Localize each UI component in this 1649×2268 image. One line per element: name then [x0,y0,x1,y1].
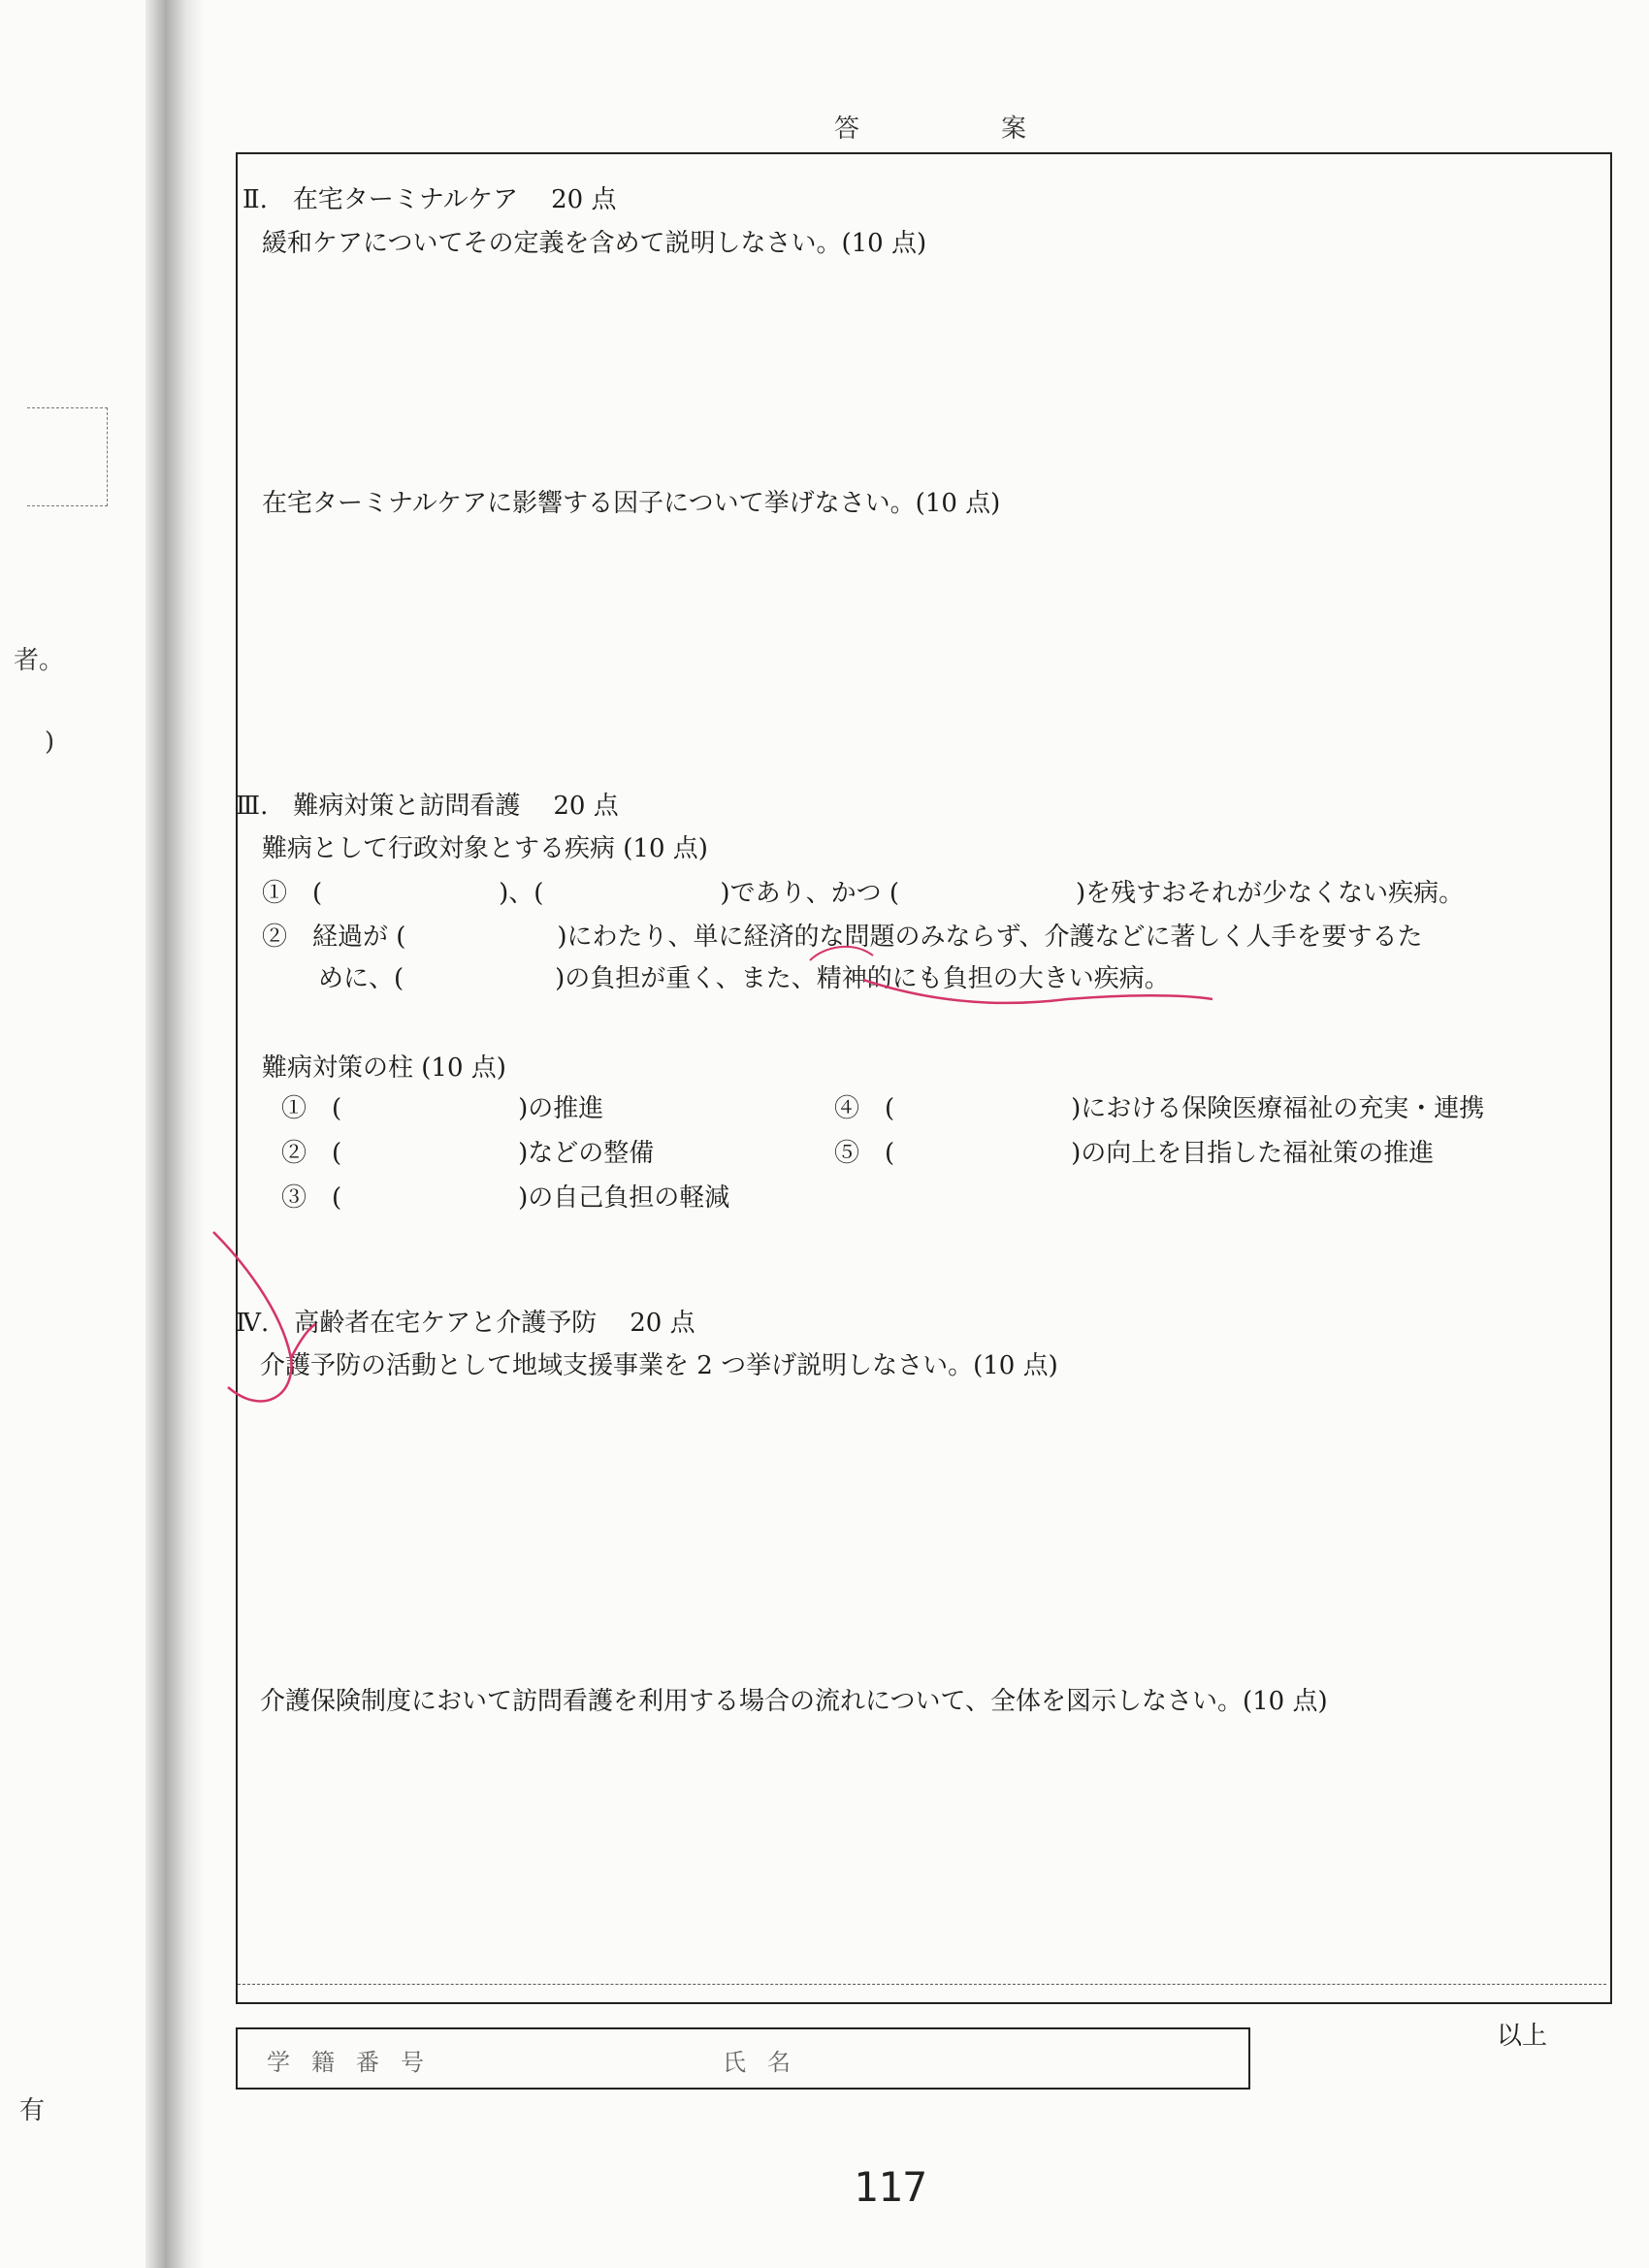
section2-heading: Ⅱ. 在宅ターミナルケア 20 点 [242,185,617,214]
pillar-item-4: ④ ( )における保険医療福祉の充実・連携 [834,1094,1485,1123]
section3-item1: ① ( )、( )であり、かつ ( )を残すおそれが少なくない疾病。 [262,879,1465,908]
section3-heading: Ⅲ. 難病対策と訪問看護 20 点 [236,792,619,821]
section3-item2-line2: めに、( )の負担が重く、また、精神的にも負担の大きい疾病。 [318,964,1170,993]
pillar-item-3: ③ ( )の自己負担の軽減 [281,1183,730,1213]
end-marker: 以上 [1497,2022,1548,2051]
adjacent-page-box [27,407,108,506]
section4-question2: 介護保険制度において訪問看護を利用する場合の流れについて、全体を図示しなさい。(10 点) [260,1687,1328,1716]
adjacent-page-text: 者。 [14,646,65,675]
student-id-box [236,2027,1250,2090]
pillar-item-1: ① ( )の推進 [281,1094,604,1123]
pillar-item-5: ⑤ ( )の向上を目指した福祉策の推進 [834,1139,1435,1168]
name-label: 氏名 [723,2049,812,2076]
binding-shadow [146,0,204,2268]
page-header: 答 案 [834,114,1085,144]
section2-question2: 在宅ターミナルケアに影響する因子について挙げなさい。(10 点) [262,489,1001,518]
section4-question1: 介護予防の活動として地域支援事業を 2 つ挙げ説明しなさい。(10 点) [260,1351,1058,1380]
page-number: 117 [854,2163,927,2211]
section3-item2-line1: ② 経過が ( )にわたり、単に経済的な問題のみならず、介護などに著しく人手を要するた [262,923,1423,952]
pillar-item-2: ② ( )などの整備 [281,1139,655,1168]
student-id-label: 学籍番号 [267,2049,445,2076]
section3-subheading1: 難病として行政対象とする疾病 (10 点) [262,834,708,863]
section4-heading: Ⅳ. 高齢者在宅ケアと介護予防 20 点 [236,1309,695,1338]
adjacent-page-text: 有 [19,2096,46,2125]
adjacent-page-text: ) [45,728,55,757]
frame-inner-rule [238,1984,1606,1985]
section2-question1: 緩和ケアについてその定義を含めて説明しなさい。(10 点) [262,229,927,258]
section3-subheading2: 難病対策の柱 (10 点) [262,1053,506,1083]
